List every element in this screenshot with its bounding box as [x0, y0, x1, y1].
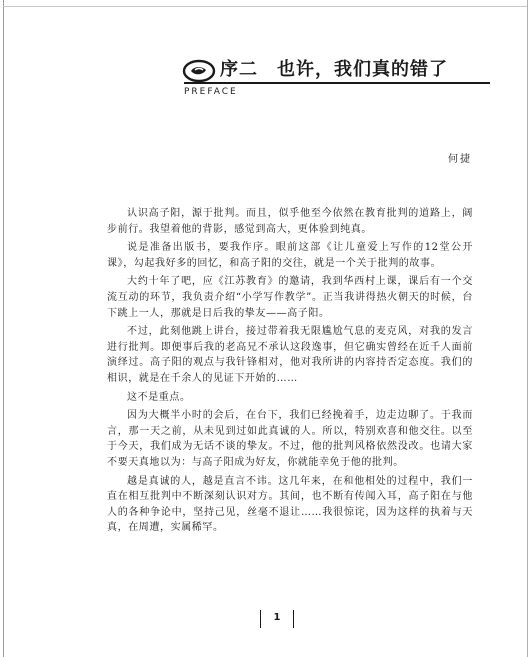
- paragraph: 大约十年了吧，应《江苏教育》的邀请，我到华西村上课，课后有一个交流互动的环节，我负责介绍“小学写作教学”。正当我讲得热火朝天的时候，台下跳上一人，那就是日后我的挚友——高子阳。: [107, 276, 473, 319]
- author-name: 何捷: [448, 154, 472, 165]
- swirl-logo-icon: [182, 58, 216, 84]
- page-top-edge: [3, 6, 527, 7]
- paragraph: 因为大概半小时的会后，在台下，我们已经挽着手，边走边聊了。于我而言，那一天之前，从未见到过如此真诚的人。所以，特别欢喜和他交往。以至于今天，我们成为无话不谈的挚友。不过，他的批判风格依然没改。也请大家不要天真地以为：与高子阳成为好友，你就能幸免于他的批判。: [107, 410, 473, 468]
- page-number-text: 1: [273, 612, 281, 623]
- section-label: PREFACE: [184, 87, 238, 97]
- paragraph: 越是真诚的人，越是直言不讳。这几年来，在和他相处的过程中，我们一直在相互批判中不断深刻认识对方。其间，也不断有传闻入耳，高子阳在与他人的各种争论中，坚持己见，丝毫不退让……我很惊诧，因为这样的执着与天真，在周遭，实属稀罕。: [107, 475, 473, 534]
- header-divider: [184, 82, 490, 84]
- page-number: [260, 610, 294, 630]
- paragraph: 不过，此刻他跳上讲台，接过带着我无限尴尬气息的麦克风，对我的发言进行批判。即便事后我的老高兄不承认这段逸事，但它确实曾经在近千人面前演绎过。高子阳的观点与我针锋相对，他对我所讲的内容持否定态度。我们的相识，就是在千余人的见证下开始的……: [107, 326, 473, 384]
- chapter-title: 序二 也许，我们真的错了: [220, 59, 448, 80]
- page-right-edge: [527, 0, 528, 657]
- paragraph: 认识高子阳，源于批判。而且，似乎他至今依然在教育批判的道路上，阔步前行。我望着他的背影，感觉到高大，更体验到纯真。: [107, 208, 473, 235]
- page-left-edge: [3, 0, 4, 657]
- chapter-header: [180, 55, 492, 105]
- paragraph: 这不是重点。: [127, 391, 191, 403]
- page-number-bar-right: [293, 610, 294, 628]
- paragraph: 说是准备出版书，要我作序。眼前这部《让儿童爱上写作的12堂公开课》，勾起我好多的回忆，和高子阳的交往，就是一个关于批判的故事。: [107, 242, 473, 269]
- body-text: [107, 206, 473, 539]
